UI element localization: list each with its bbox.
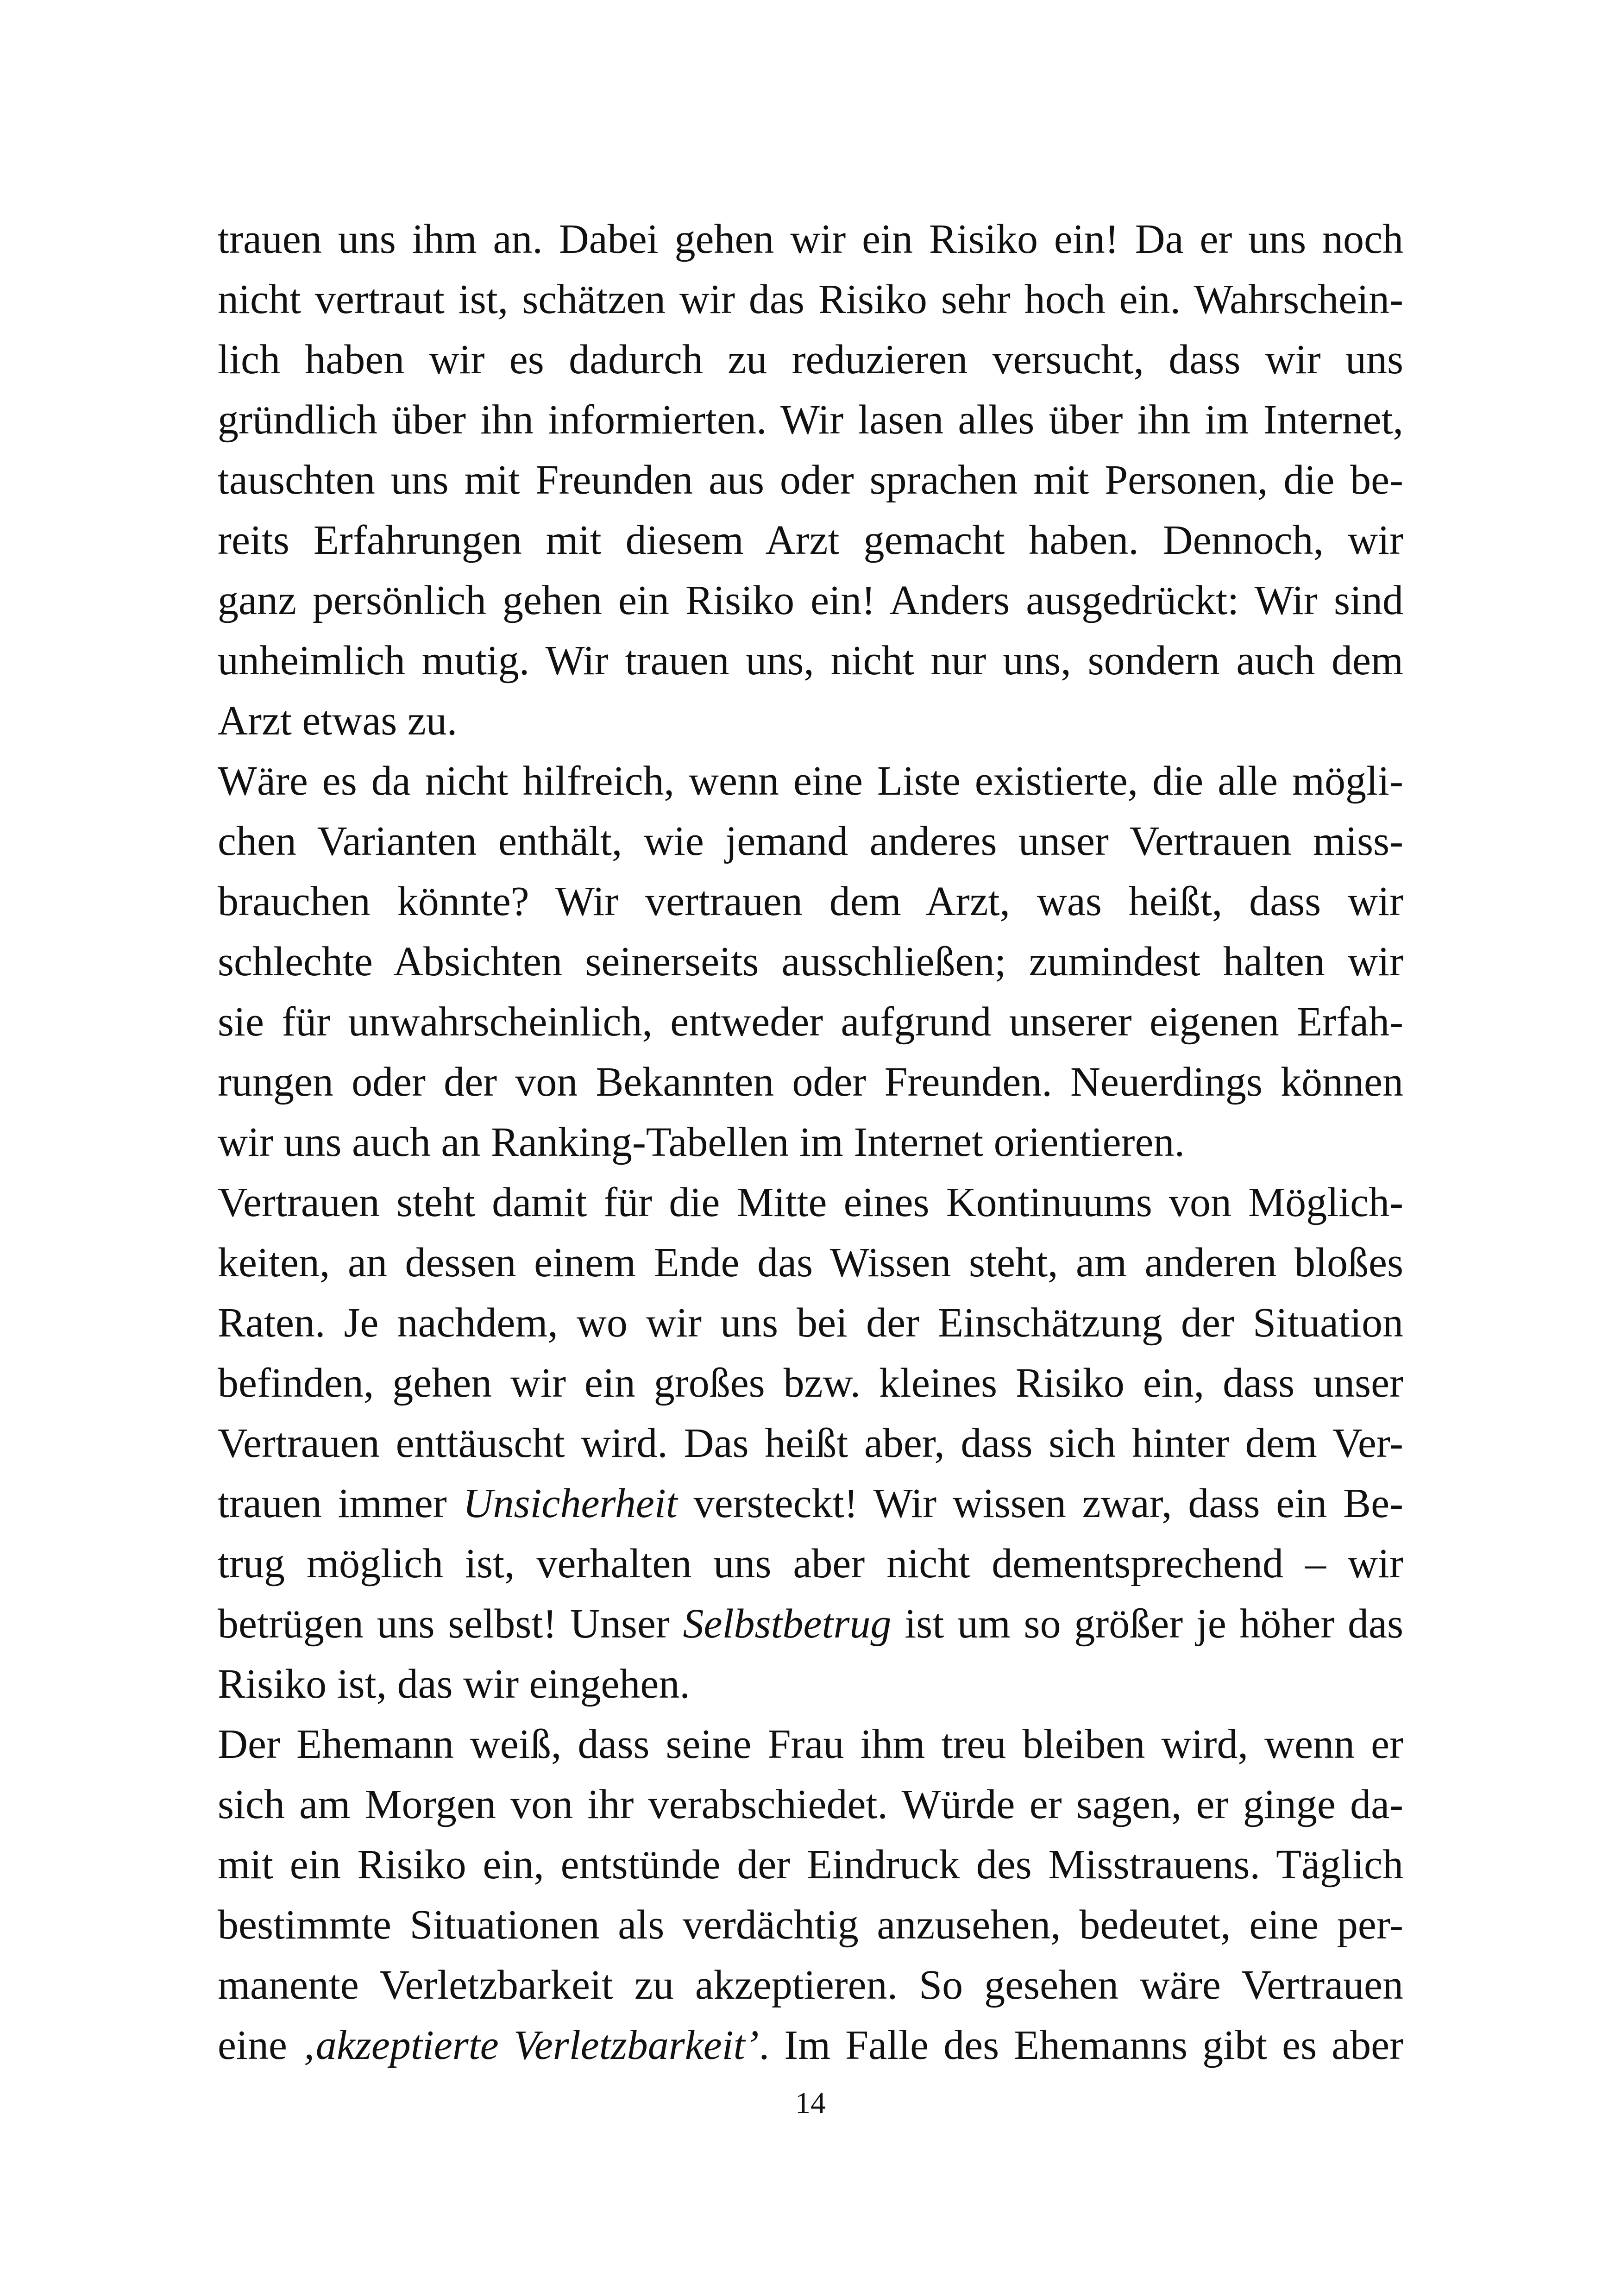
text-segment: sie für unwahrscheinlich, entweder aufgrund unserer eigenen Erfah-	[218, 999, 1403, 1045]
text-segment: rungen oder der von Bekannten oder Freunden. Neuerdings können	[218, 1059, 1403, 1105]
page-number: 14	[795, 2086, 826, 2120]
text-segment: Raten. Je nachdem, wo wir uns bei der Einschätzung der Situation	[218, 1300, 1403, 1346]
text-line	[218, 1534, 1403, 1594]
text-line	[218, 1775, 1403, 1835]
text-segment: trug möglich ist, verhalten uns aber nicht dementsprechend – wir	[218, 1541, 1403, 1587]
text-line	[218, 1955, 1403, 2015]
text-segment: wir uns auch an Ranking-Tabellen im Internet orientieren.	[218, 1119, 1185, 1165]
text-line	[218, 2015, 1403, 2076]
text-segment: befinden, gehen wir ein großes bzw. kleines Risiko ein, dass unser	[218, 1360, 1403, 1406]
text-line	[218, 992, 1403, 1052]
text-segment: eine	[218, 2022, 302, 2068]
text-line	[218, 1353, 1403, 1413]
text-segment: manente Verletzbarkeit zu akzeptieren. So gesehen wäre Vertrauen	[218, 1962, 1403, 2008]
text-segment: bestimmte Situationen als verdächtig anzusehen, bedeutet, eine per-	[218, 1902, 1403, 1948]
text-line	[218, 270, 1403, 330]
text-segment: Risiko ist, das wir eingehen.	[218, 1661, 690, 1707]
text-line	[218, 932, 1403, 992]
text-line	[218, 872, 1403, 932]
text-line	[218, 1654, 1403, 1714]
text-line	[218, 510, 1403, 571]
text-segment: nicht vertraut ist, schätzen wir das Risiko sehr hoch ein. Wahrschein-	[218, 276, 1403, 322]
text-line	[218, 330, 1403, 390]
text-segment: trauen immer	[218, 1480, 463, 1526]
text-line	[218, 751, 1403, 811]
text-segment: ist um so größer je höher das	[891, 1601, 1403, 1647]
text-segment: mit ein Risiko ein, entstünde der Eindruck des Misstrauens. Täglich	[218, 1842, 1403, 1888]
text-segment: Der Ehemann weiß, dass seine Frau ihm treu bleiben wird, wenn er	[218, 1721, 1403, 1767]
emphasized-text: Unsicherheit	[463, 1480, 678, 1526]
text-line	[218, 1052, 1403, 1112]
text-segment: versteckt! Wir wissen zwar, dass ein Be-	[677, 1480, 1403, 1526]
text-segment: trauen uns ihm an. Dabei gehen wir ein Risiko ein! Da er uns noch	[218, 216, 1403, 262]
text-line	[218, 811, 1403, 872]
text-segment: Wäre es da nicht hilfreich, wenn eine Liste existierte, die alle mögli-	[218, 758, 1403, 804]
text-line	[218, 1714, 1403, 1775]
body-text	[218, 209, 1403, 2076]
text-segment: lich haben wir es dadurch zu reduzieren versucht, dass wir uns	[218, 337, 1403, 383]
text-line	[218, 1835, 1403, 1895]
text-segment: chen Varianten enthält, wie jemand anderes unser Vertrauen miss-	[218, 818, 1403, 864]
text-line	[218, 209, 1403, 270]
text-segment: unheimlich mutig. Wir trauen uns, nicht nur uns, sondern auch dem	[218, 638, 1403, 684]
text-line	[218, 450, 1403, 510]
text-line	[218, 1895, 1403, 1955]
text-segment: tauschten uns mit Freunden aus oder sprachen mit Personen, die be-	[218, 457, 1403, 503]
text-segment: . Im Falle des Ehemanns gibt es aber	[759, 2022, 1403, 2068]
text-line	[218, 691, 1403, 751]
text-segment: gründlich über ihn informierten. Wir lasen alles über ihn im Internet,	[218, 397, 1403, 443]
text-line	[218, 571, 1403, 631]
emphasized-text: Selbstbetrug	[683, 1601, 892, 1647]
text-line	[218, 1474, 1403, 1534]
text-line	[218, 1594, 1403, 1654]
text-line	[218, 1112, 1403, 1173]
text-line	[218, 1173, 1403, 1233]
emphasized-text: ‚akzeptierte Verletzbarkeit’	[302, 2022, 759, 2068]
text-segment: schlechte Absichten seinerseits ausschließen; zumindest halten wir	[218, 939, 1403, 985]
text-segment: sich am Morgen von ihr verabschiedet. Würde er sagen, er ginge da-	[218, 1782, 1403, 1827]
text-segment: Vertrauen steht damit für die Mitte eines Kontinuums von Möglich-	[218, 1179, 1403, 1225]
text-line	[218, 1293, 1403, 1353]
text-line	[218, 631, 1403, 691]
text-segment: betrügen uns selbst! Unser	[218, 1601, 683, 1647]
text-segment: Vertrauen enttäuscht wird. Das heißt aber, dass sich hinter dem Ver-	[218, 1420, 1403, 1466]
text-segment: Arzt etwas zu.	[218, 698, 458, 744]
text-segment: brauchen könnte? Wir vertrauen dem Arzt, was heißt, dass wir	[218, 878, 1403, 924]
text-line	[218, 1233, 1403, 1293]
text-segment: ganz persönlich gehen ein Risiko ein! Anders ausgedrückt: Wir sind	[218, 577, 1403, 623]
text-line	[218, 390, 1403, 450]
text-segment: reits Erfahrungen mit diesem Arzt gemacht haben. Dennoch, wir	[218, 517, 1403, 563]
text-line	[218, 1413, 1403, 1474]
text-segment: keiten, an dessen einem Ende das Wissen steht, am anderen bloßes	[218, 1240, 1403, 1286]
